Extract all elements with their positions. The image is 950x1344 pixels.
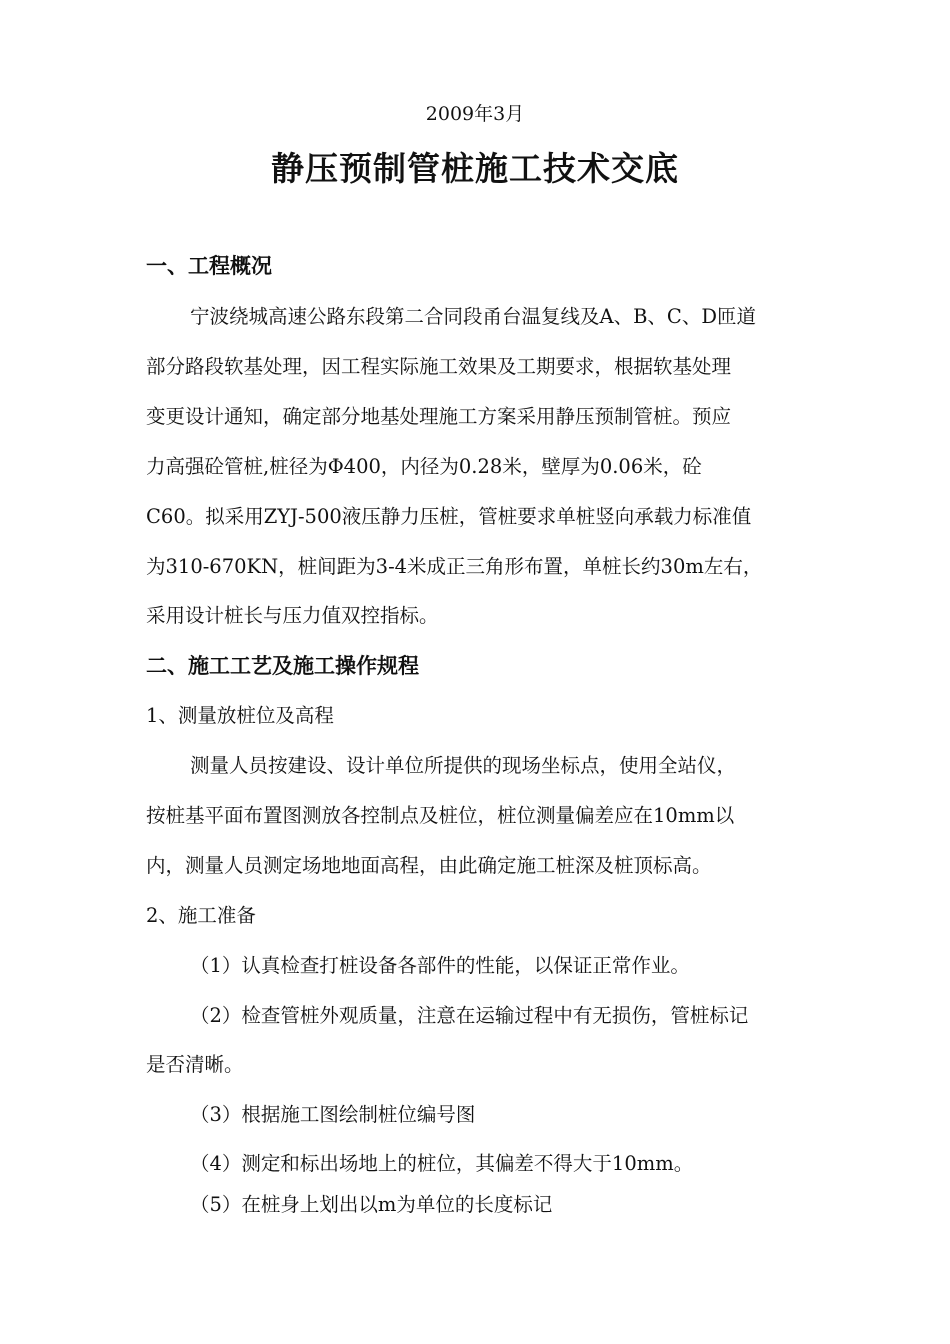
prep-item-4: （4）测定和标出场地上的桩位，其偏差不得大于10mm。 — [190, 1152, 694, 1175]
prep-item-2-continued: 是否清晰。 — [146, 1053, 244, 1076]
subsection-1-line-3: 内，测量人员测定场地地面高程，由此确定施工桩深及桩顶标高。 — [146, 854, 712, 877]
prep-item-3: （3）根据施工图绘制桩位编号图 — [190, 1103, 476, 1126]
prep-item-1: （1）认真检查打桩设备各部件的性能，以保证正常作业。 — [190, 954, 690, 977]
section-1-heading: 一、工程概况 — [146, 254, 272, 278]
prep-item-5: （5）在桩身上划出以m为单位的长度标记 — [190, 1193, 553, 1216]
section-1-line-3: 变更设计通知，确定部分地基处理施工方案采用静压预制管桩。预应 — [146, 405, 732, 428]
subsection-1-line-2: 按桩基平面布置图测放各控制点及桩位，桩位测量偏差应在10mm以 — [146, 804, 735, 827]
document-date: 2009年3月 — [425, 103, 525, 125]
section-2-heading: 二、施工工艺及施工操作规程 — [146, 654, 419, 678]
subsection-1-title: 1、测量放桩位及高程 — [146, 704, 334, 727]
subsection-2-title: 2、施工准备 — [146, 904, 256, 927]
subsection-1-line-1: 测量人员按建设、设计单位所提供的现场坐标点，使用全站仪， — [190, 754, 737, 777]
section-1-line-4: 力高强砼管桩,桩径为Φ400，内径为0.28米，壁厚为0.06米，砼 — [146, 455, 702, 478]
section-1-line-7: 采用设计桩长与压力值双控指标。 — [146, 604, 439, 627]
section-1-line-1: 宁波绕城高速公路东段第二合同段甬台温复线及A、B、C、D匝道 — [190, 305, 756, 328]
prep-item-2: （2）检查管桩外观质量，注意在运输过程中有无损伤，管桩标记 — [190, 1004, 749, 1027]
section-1-line-2: 部分路段软基处理，因工程实际施工效果及工期要求，根据软基处理 — [146, 355, 732, 378]
document-title: 静压预制管桩施工技术交底 — [271, 149, 679, 188]
section-1-line-5: C60。拟采用ZYJ-500液压静力压桩，管桩要求单桩竖向承载力标准值 — [146, 505, 752, 528]
section-1-line-6: 为310-670KN，桩间距为3-4米成正三角形布置，单桩长约30m左右， — [146, 555, 763, 578]
